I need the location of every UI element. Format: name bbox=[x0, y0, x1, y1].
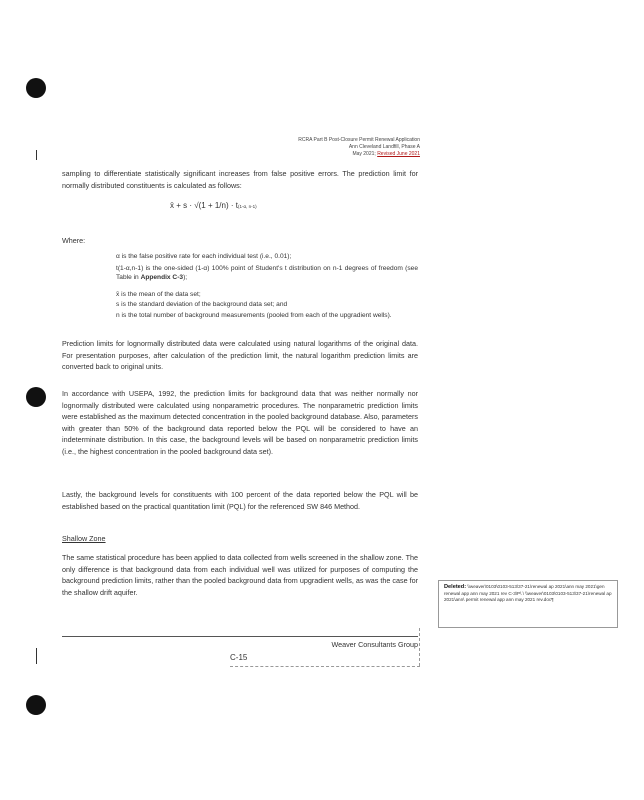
deleted-comment-balloon[interactable] bbox=[438, 580, 618, 628]
header-line-1: RCRA Part B Post-Closure Permit Renewal Application bbox=[298, 137, 420, 143]
comment-connector-vertical bbox=[419, 628, 420, 666]
definition-alpha: α is the false positive rate for each individual test (i.e., 0.01); bbox=[116, 253, 292, 260]
paragraph-3: In accordance with USEPA, 1992, the prediction limits for background data that was neither normally nor lognormally distributed were calculated using nonparametric procedures. The nonparametric prediction limits were established as the maximum detected concentration in the pooled background database. Also, parameters with greater than 50% of the background data reported below the PQL will be considered to have an indeterminate distribution. In this case, the background levels will be based on nonparametric prediction limits (i.e., the highest concentration in the pooled background data set). bbox=[62, 389, 418, 456]
equation-subscript: (1-α, n-1) bbox=[237, 204, 257, 209]
definition-t-close: ); bbox=[183, 274, 188, 282]
appendix-reference: Appendix C-3 bbox=[140, 274, 184, 282]
definition-n: n is the total number of background measurements (pooled from each of the upgradient wells). bbox=[116, 312, 392, 319]
header-line-2: Ann Cleveland Landfill, Phase A bbox=[348, 144, 420, 150]
paragraph-4: Lastly, the background levels for constituents with 100 percent of the data reported below the PQL will be established based on the practical quantitation limit (PQL) for the referenced SW 846 Method. bbox=[62, 490, 418, 511]
deleted-text: \\weaver\0103\0103-513\37-21\renewal ap 2021\ann may 2021\gen renewal app ann may 2021 rev C-3\P\ \ \\weaver\0103\0103-513\37-21\renewal ap 2021\ann\ permit renewal app ann may 2021 rev.doc¶ bbox=[444, 584, 612, 603]
equation-expression: x̄ + s · √(1 + 1/n) · t bbox=[170, 201, 238, 210]
footer-rule bbox=[62, 636, 418, 637]
deleted-label: Deleted: bbox=[444, 584, 467, 590]
definition-mean: x̄ is the mean of the data set; bbox=[116, 291, 201, 298]
punch-hole-bottom bbox=[26, 695, 46, 715]
definition-t bbox=[116, 264, 418, 283]
footer-company: Weaver Consultants Group bbox=[331, 640, 418, 649]
margin-bar-bottom bbox=[36, 648, 37, 664]
paragraph-1: sampling to differentiate statistically significant increases from false positive errors. The prediction limit for normally distributed constituents is calculated as follows: bbox=[62, 169, 418, 190]
header-line-3 bbox=[298, 151, 420, 158]
header-revision: Revised June 2021 bbox=[377, 151, 420, 157]
section-heading-shallow-zone: Shallow Zone bbox=[62, 534, 106, 543]
where-label: Where: bbox=[62, 236, 86, 245]
page-number: C-15 bbox=[230, 653, 248, 662]
definition-s: s is the standard deviation of the background data set; and bbox=[116, 301, 288, 308]
definition-t-text: t(1-α,n-1) is the one-sided (1-α) 100% point of Student's t distribution on n-1 degrees of freedom (see Table in bbox=[116, 265, 418, 282]
document-header bbox=[298, 137, 420, 158]
punch-hole-top bbox=[26, 78, 46, 98]
prediction-limit-equation bbox=[170, 201, 290, 227]
paragraph-5: The same statistical procedure has been applied to data collected from wells screened in the shallow zone. The only difference is that background data from each individual well was utilized for purposes of computing the background prediction limits, rather than the pooled background data from upgradient wells, as was the case for the shallow drift aquifer. bbox=[62, 553, 418, 597]
header-date: May 2021; bbox=[352, 151, 378, 157]
margin-bar-top bbox=[36, 150, 37, 160]
paragraph-2: Prediction limits for lognormally distributed data were calculated using natural logarithms of the original data. For presentation purposes, after calculation of the prediction limit, the natural logarithm prediction limits are converted back to original units. bbox=[62, 339, 418, 372]
comment-connector-horizontal bbox=[230, 666, 420, 667]
punch-hole-middle bbox=[26, 387, 46, 407]
